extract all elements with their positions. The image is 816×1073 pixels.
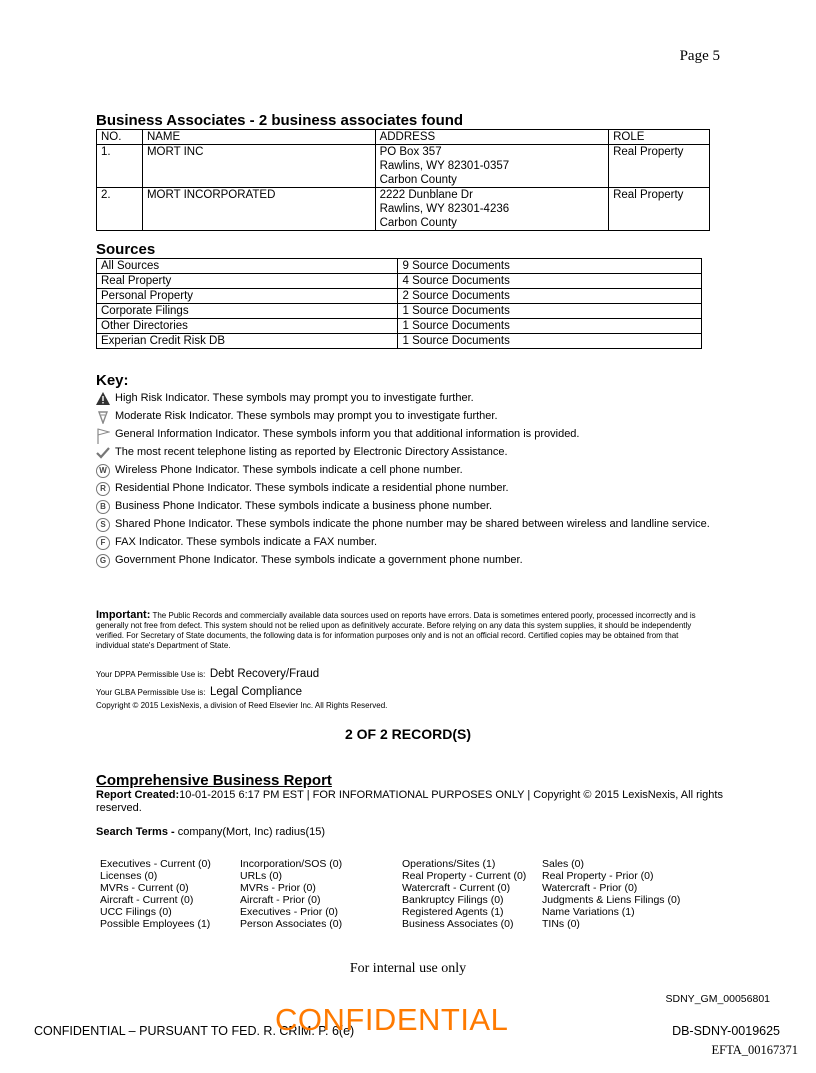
key-item-text: Shared Phone Indicator. These symbols indicate the phone number may be shared between wireless and landline service. bbox=[115, 518, 710, 530]
associate-name: MORT INC bbox=[142, 145, 375, 188]
important-label: Important: bbox=[96, 609, 151, 621]
terms-item: Bankruptcy Filings (0) bbox=[402, 894, 504, 906]
dppa-label: Your DPPA Permissible Use is: bbox=[96, 670, 206, 679]
glba-line bbox=[96, 682, 319, 700]
key-item bbox=[96, 500, 716, 514]
business-b-icon: B bbox=[96, 500, 110, 514]
table-row bbox=[97, 289, 702, 304]
table-row bbox=[97, 259, 702, 274]
key-item-text: General Information Indicator. These symbols inform you that additional information is provided. bbox=[115, 428, 580, 440]
terms-item: Registered Agents (1) bbox=[402, 906, 504, 918]
high-risk-icon bbox=[96, 392, 110, 406]
checkmark-icon bbox=[96, 446, 110, 460]
associate-role: Real Property bbox=[609, 145, 710, 188]
associate-name: MORT INCORPORATED bbox=[142, 188, 375, 231]
sources-section bbox=[96, 241, 702, 349]
terms-item: Incorporation/SOS (0) bbox=[240, 858, 343, 870]
business-associates-table bbox=[96, 129, 710, 231]
internal-use-footer: For internal use only bbox=[349, 961, 467, 976]
table-row bbox=[97, 188, 710, 231]
key-item-text: The most recent telephone listing as reported by Electronic Directory Assistance. bbox=[115, 446, 508, 458]
key-item bbox=[96, 392, 716, 406]
business-associates-heading: Business Associates - 2 business associates found bbox=[96, 112, 464, 129]
key-item-text: High Risk Indicator. These symbols may prompt you to investigate further. bbox=[115, 392, 474, 404]
terms-item: Real Property - Prior (0) bbox=[542, 870, 654, 882]
key-item bbox=[96, 428, 716, 442]
terms-item: URLs (0) bbox=[240, 870, 283, 882]
terms-item: Aircraft - Current (0) bbox=[100, 894, 194, 906]
sources-heading: Sources bbox=[96, 241, 156, 258]
table-row bbox=[97, 319, 702, 334]
key-item-text: Wireless Phone Indicator. These symbols indicate a cell phone number. bbox=[115, 464, 463, 476]
key-item-text: Government Phone Indicator. These symbols indicate a government phone number. bbox=[115, 554, 523, 566]
terms-item: MVRs - Prior (0) bbox=[240, 882, 316, 894]
confidential-notice: CONFIDENTIAL – PURSUANT TO FED. R. CRIM. P. 6(e) bbox=[34, 1024, 355, 1038]
terms-item: Sales (0) bbox=[542, 858, 585, 870]
address-line: Carbon County bbox=[379, 174, 457, 186]
table-row bbox=[97, 304, 702, 319]
table-header-row bbox=[97, 130, 710, 145]
table-row bbox=[97, 145, 710, 188]
terms-item: Operations/Sites (1) bbox=[402, 858, 496, 870]
residential-r-icon: R bbox=[96, 482, 110, 496]
key-item-text: FAX Indicator. These symbols indicate a FAX number. bbox=[115, 536, 378, 548]
address-line: Rawlins, WY 82301-4236 bbox=[379, 203, 510, 215]
terms-item: Watercraft - Prior (0) bbox=[542, 882, 638, 894]
key-item bbox=[96, 554, 716, 568]
key-item bbox=[96, 536, 716, 550]
column-header: NO. bbox=[97, 130, 143, 145]
source-count: 9 Source Documents bbox=[398, 259, 702, 274]
business-associates-section bbox=[96, 112, 710, 231]
address-line: PO Box 357 bbox=[379, 146, 442, 158]
address-line: 2222 Dunblane Dr bbox=[379, 189, 473, 201]
important-notice bbox=[96, 610, 710, 651]
source-count: 2 Source Documents bbox=[398, 289, 702, 304]
bates-gm-number: SDNY_GM_00056801 bbox=[665, 993, 770, 1005]
search-terms-label: Search Terms - bbox=[96, 826, 175, 838]
associate-address bbox=[375, 188, 609, 231]
terms-item: Possible Employees (1) bbox=[100, 918, 211, 930]
key-item bbox=[96, 410, 716, 424]
key-item bbox=[96, 518, 716, 532]
government-g-icon: G bbox=[96, 554, 110, 568]
terms-item: Business Associates (0) bbox=[402, 918, 514, 930]
table-row bbox=[97, 334, 702, 349]
search-terms-value: company(Mort, Inc) radius(15) bbox=[177, 826, 326, 838]
key-heading: Key: bbox=[96, 372, 129, 389]
terms-item: Licenses (0) bbox=[100, 870, 158, 882]
column-header: ROLE bbox=[609, 130, 710, 145]
source-count: 4 Source Documents bbox=[398, 274, 702, 289]
terms-item: Watercraft - Current (0) bbox=[402, 882, 511, 894]
report-sections-grid bbox=[100, 858, 692, 930]
key-item bbox=[96, 446, 716, 460]
column-header: ADDRESS bbox=[375, 130, 609, 145]
column-header: NAME bbox=[142, 130, 375, 145]
associate-address bbox=[375, 145, 609, 188]
terms-item: Executives - Current (0) bbox=[100, 858, 211, 870]
terms-item: Real Property - Current (0) bbox=[402, 870, 527, 882]
glba-label: Your GLBA Permissible Use is: bbox=[96, 688, 206, 697]
source-name: All Sources bbox=[97, 259, 398, 274]
record-count: 2 OF 2 RECORD(S) bbox=[344, 726, 471, 742]
terms-column bbox=[100, 858, 240, 930]
key-item bbox=[96, 482, 716, 496]
dppa-value: Debt Recovery/Fraud bbox=[209, 668, 320, 680]
key-item-text: Moderate Risk Indicator. These symbols may prompt you to investigate further. bbox=[115, 410, 498, 422]
terms-column bbox=[240, 858, 402, 930]
bates-db-number: DB-SDNY-0019625 bbox=[672, 1024, 780, 1038]
key-item-text: Business Phone Indicator. These symbols indicate a business phone number. bbox=[115, 500, 493, 512]
source-name: Corporate Filings bbox=[97, 304, 398, 319]
shared-s-icon: S bbox=[96, 518, 110, 532]
wireless-w-icon: W bbox=[96, 464, 110, 478]
important-text: The Public Records and commercially available data sources used on reports have errors. Data is sometimes entered poorly, processed incorrectly and is generally not free from defect. This system should not be relied upon as definitively accurate. Before relying on any data this system supplies, it should be independently verified. For Secretary of State documents, the following data is for information purposes only and is not an official record. Certified copies may be obtained from that individual state's Department of State. bbox=[96, 611, 696, 650]
glba-value: Legal Compliance bbox=[209, 686, 303, 698]
associate-no: 2. bbox=[97, 188, 143, 231]
general-info-flag-icon bbox=[96, 428, 110, 442]
source-name: Personal Property bbox=[97, 289, 398, 304]
address-line: Rawlins, WY 82301-0357 bbox=[379, 160, 510, 172]
key-section bbox=[96, 372, 716, 568]
terms-item: Aircraft - Prior (0) bbox=[240, 894, 321, 906]
key-item-text: Residential Phone Indicator. These symbols indicate a residential phone number. bbox=[115, 482, 509, 494]
terms-item: Person Associates (0) bbox=[240, 918, 343, 930]
terms-item: TINs (0) bbox=[542, 918, 580, 930]
page-number: Page 5 bbox=[679, 48, 720, 64]
associate-role: Real Property bbox=[609, 188, 710, 231]
terms-item: Executives - Prior (0) bbox=[240, 906, 339, 918]
copyright-line: Copyright © 2015 LexisNexis, a division of Reed Elsevier Inc. All Rights Reserved. bbox=[96, 701, 388, 710]
moderate-risk-icon bbox=[96, 410, 110, 424]
terms-column bbox=[402, 858, 542, 930]
dppa-line bbox=[96, 664, 319, 682]
source-name: Real Property bbox=[97, 274, 398, 289]
report-created bbox=[96, 789, 726, 815]
table-row bbox=[97, 274, 702, 289]
confidential-stamp: CONFIDENTIAL bbox=[275, 1002, 509, 1037]
terms-column bbox=[542, 858, 692, 930]
terms-item: UCC Filings (0) bbox=[100, 906, 172, 918]
sources-table bbox=[96, 258, 702, 349]
associate-no: 1. bbox=[97, 145, 143, 188]
permissible-use-block bbox=[96, 664, 319, 700]
search-terms bbox=[96, 826, 726, 838]
terms-item: Judgments & Liens Filings (0) bbox=[542, 894, 681, 906]
efta-number: EFTA_00167371 bbox=[711, 1043, 798, 1057]
source-name: Other Directories bbox=[97, 319, 398, 334]
source-name: Experian Credit Risk DB bbox=[97, 334, 398, 349]
source-count: 1 Source Documents bbox=[398, 319, 702, 334]
key-item bbox=[96, 464, 716, 478]
source-count: 1 Source Documents bbox=[398, 304, 702, 319]
business-report-section bbox=[96, 772, 726, 838]
terms-item: Name Variations (1) bbox=[542, 906, 635, 918]
report-created-text: 10-01-2015 6:17 PM EST | FOR INFORMATIONAL PURPOSES ONLY | Copyright © 2015 LexisNexis, All rights reserved. bbox=[96, 789, 723, 814]
address-line: Carbon County bbox=[379, 217, 457, 229]
source-count: 1 Source Documents bbox=[398, 334, 702, 349]
fax-f-icon: F bbox=[96, 536, 110, 550]
report-created-label: Report Created: bbox=[96, 789, 180, 801]
terms-item: MVRs - Current (0) bbox=[100, 882, 189, 894]
report-title: Comprehensive Business Report bbox=[96, 772, 332, 789]
